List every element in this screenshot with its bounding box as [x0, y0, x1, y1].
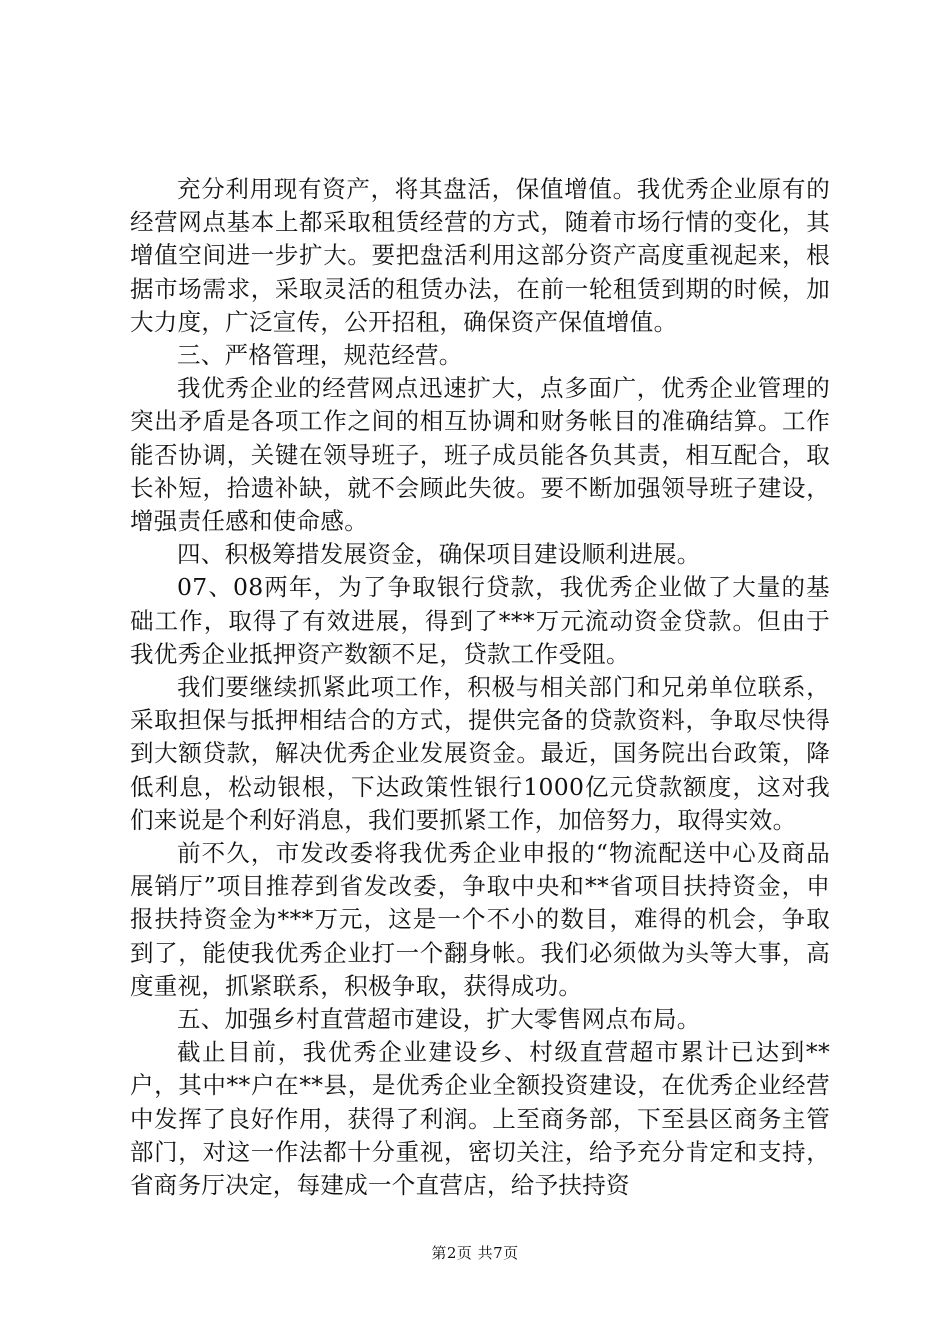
- document-body: [130, 173, 830, 1202]
- paragraph-management: 我优秀企业的经营网点迅速扩大，点多面广，优秀企业管理的突出矛盾是各项工作之间的相互协调和财务帐目的准确结算。工作能否协调，关键在领导班子，班子成员能各负其责，相互配合，取长补短，拾遗补缺，就不会顾此失彼。要不断加强领导班子建设，增强责任感和使命感。: [130, 374, 830, 536]
- paragraph-bank-loans: 07、08两年，为了争取银行贷款，我优秀企业做了大量的基础工作，取得了有效进展，得到了***万元流动资金贷款。但由于我优秀企业抵押资产数额不足，贷款工作受阻。: [130, 573, 830, 668]
- heading-section-3: 三、严格管理，规范经营。: [177, 341, 463, 370]
- heading-section-4: 四、积极筹措发展资金，确保项目建设顺利进展。: [177, 540, 701, 569]
- paragraph-loan-followup: 我们要继续抓紧此项工作，积极与相关部门和兄弟单位联系，采取担保与抵押相结合的方式，提供完备的贷款资料，争取尽快得到大额贷款，解决优秀企业发展资金。最近，国务院出台政策，降低利息，松动银根，下达政策性银行1000亿元贷款额度，这对我们来说是个利好消息，我们要抓紧工作，加倍努力，取得实效。: [130, 673, 830, 834]
- paragraph-supermarkets: 截止目前，我优秀企业建设乡、村级直营超市累计已达到**户，其中**户在**县，是优秀企业全额投资建设，在优秀企业经营中发挥了良好作用，获得了利润。上至商务部，下至县区商务主管部门，对这一作法都十分重视，密切关注，给予充分肯定和支持，省商务厅决定，每建成一个直营店，给予扶持资: [130, 1038, 830, 1200]
- paragraph-project-funding: 前不久，市发改委将我优秀企业申报的“物流配送中心及商品展销厅”项目推荐到省发改委，争取中央和**省项目扶持资金，申报扶持资金为***万元，这是一个不小的数目，难得的机会，争取到了，能使我优秀企业打一个翻身帐。我们必须做为头等大事，高度重视，抓紧联系，积极争取，获得成功。: [130, 839, 830, 1000]
- page-number-footer: 第2页 共7页: [431, 1244, 519, 1262]
- heading-section-5: 五、加强乡村直营超市建设，扩大零售网点布局。: [177, 1005, 701, 1034]
- paragraph-asset-revitalization: 充分利用现有资产，将其盘活，保值增值。我优秀企业原有的经营网点基本上都采取租赁经营的方式，随着市场行情的变化，其增值空间进一步扩大。要把盘活利用这部分资产高度重视起来，根据市场需求，采取灵活的租赁办法，在前一轮租赁到期的时候，加大力度，广泛宣传，公开招租，确保资产保值增值。: [130, 175, 830, 336]
